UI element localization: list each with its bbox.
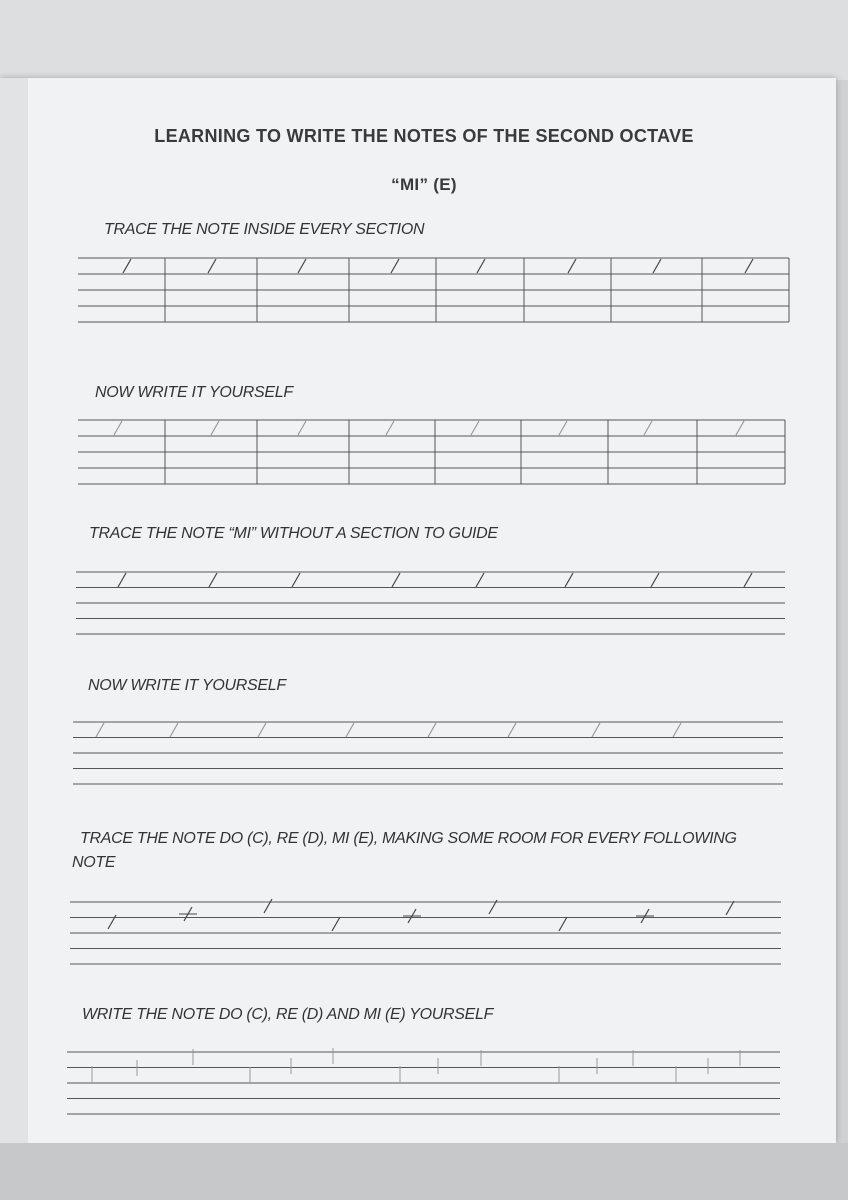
instruction-trace-do-re-mi-line2: NOTE	[72, 854, 116, 871]
instruction-write-do-re-mi: WRITE THE NOTE DO (C), RE (D) AND MI (E) YOURSELF	[82, 1006, 494, 1023]
note-faint-mark	[170, 723, 178, 737]
staff-write-do-re-mi	[67, 1048, 780, 1114]
note-faint-mark	[298, 421, 306, 435]
instruction-write-free: NOW WRITE IT YOURSELF	[88, 677, 286, 694]
note-trace-mark	[477, 259, 485, 273]
note-trace-mark	[391, 259, 399, 273]
note-faint-mark	[736, 421, 744, 435]
note-faint-mark	[96, 723, 104, 737]
note-trace-mark	[726, 901, 734, 915]
instruction-trace-free: TRACE THE NOTE “MI” WITHOUT A SECTION TO GUIDE	[89, 525, 498, 542]
note-trace-mark	[123, 259, 131, 273]
note-trace-mark	[559, 917, 567, 931]
staff-traced-free	[76, 572, 785, 634]
note-trace-mark	[565, 573, 573, 587]
note-trace-mark	[264, 899, 272, 913]
worksheet-subtitle: “MI” (E)	[391, 175, 457, 194]
instruction-trace-sections: TRACE THE NOTE INSIDE EVERY SECTION	[104, 221, 425, 238]
note-trace-mark	[745, 259, 753, 273]
instruction-trace-do-re-mi-line1: TRACE THE NOTE DO (C), RE (D), MI (E), MAKING SOME ROOM FOR EVERY FOLLOWING	[80, 830, 737, 847]
note-trace-mark	[476, 573, 484, 587]
staff-traced-sections	[78, 258, 789, 322]
staff-write-free	[73, 722, 783, 784]
note-trace-mark	[118, 573, 126, 587]
note-trace-mark	[292, 573, 300, 587]
note-trace-mark	[651, 573, 659, 587]
note-faint-mark	[211, 421, 219, 435]
worksheet-title: LEARNING TO WRITE THE NOTES OF THE SECOND OCTAVE	[154, 126, 694, 146]
note-faint-mark	[346, 723, 354, 737]
staff-traced-do-re-mi	[70, 899, 781, 964]
note-trace-mark	[209, 573, 217, 587]
note-faint-mark	[114, 421, 122, 435]
note-faint-mark	[508, 723, 516, 737]
note-trace-mark	[298, 259, 306, 273]
note-trace-mark	[653, 259, 661, 273]
note-trace-mark	[392, 573, 400, 587]
note-trace-mark	[208, 259, 216, 273]
note-faint-mark	[428, 723, 436, 737]
note-faint-mark	[559, 421, 567, 435]
staff-write-sections	[78, 420, 785, 484]
instruction-write-sections: NOW WRITE IT YOURSELF	[95, 384, 293, 401]
note-faint-mark	[471, 421, 479, 435]
note-trace-mark	[568, 259, 576, 273]
note-faint-mark	[673, 723, 681, 737]
note-faint-mark	[386, 421, 394, 435]
note-faint-mark	[644, 421, 652, 435]
note-trace-mark	[744, 573, 752, 587]
note-faint-mark	[592, 723, 600, 737]
note-trace-mark	[332, 917, 340, 931]
note-faint-mark	[258, 723, 266, 737]
